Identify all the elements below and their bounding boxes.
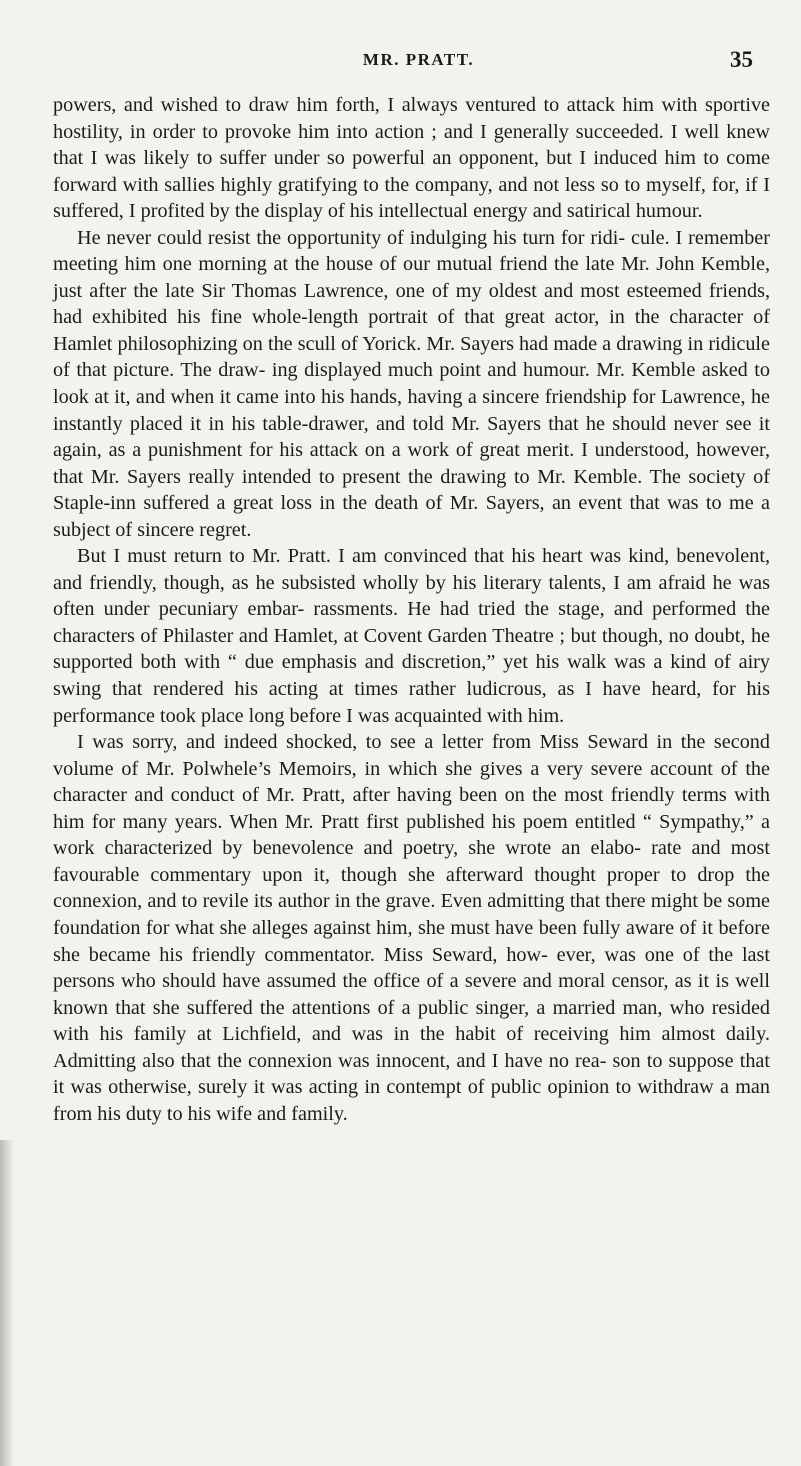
binding-shadow bbox=[0, 1140, 14, 1466]
running-head bbox=[0, 47, 801, 80]
paragraph-3: But I must return to Mr. Pratt. I am convinced that his heart was kind, benevolent, and friendly, though, as he subsisted wholly by his literary talents, I am afraid he was often under pecuniary embar- rassments. He had tried the stage, and performed the characters of Philaster and Hamlet, at Covent Garden Theatre ; but though, no doubt, he supported both with “ due emphasis and discretion,” yet his walk was a kind of airy swing that rendered his acting at times rather ludicrous, as I have heard, for his performance took place long before I was acquainted with him. bbox=[53, 545, 770, 727]
running-title: MR. PRATT. bbox=[362, 50, 475, 69]
page-number: 35 bbox=[730, 47, 753, 72]
paragraph-4: I was sorry, and indeed shocked, to see a letter from Miss Seward in the second volume of Mr. Polwhele’s Memoirs, in which she gives a very severe account of the character and conduct of Mr. Pratt, after having been on the most friendly terms with him for many years. When Mr. Pratt first published his poem entitled “ Sympathy,” a work characterized by benevolence and poetry, she wrote an elabo- rate and most favourable commentary upon it, though she afterward thought proper to drop the connexion, and to revile its author in the grave. Even admitting that there might be some foundation for what she alleges against him, she must have been fully aware of it before she became his friendly commentator. Miss Seward, how- ever, was one of the last persons who should have assumed the office of a severe and moral censor, as it is well known that she suffered the attentions of a public singer, a married man, who resided with his family at Lichfield, and was in the habit of receiving him almost daily. Admitting also that the connexion was innocent, and I have no rea- son to suppose that it was otherwise, surely it was acting in contempt of public opinion to withdraw a man from his duty to his wife and family. bbox=[53, 731, 770, 1125]
body-text bbox=[53, 92, 770, 1127]
paragraph-1: powers, and wished to draw him forth, I always ventured to attack him with sportive hostility, in order to provoke him into action ; and I generally succeeded. I well knew that I was likely to suffer under so powerful an opponent, but I induced him to come forward with sallies highly gratifying to the company, and not less so to myself, for, if I suffered, I profited by the display of his intellectual energy and satirical humour. bbox=[53, 94, 770, 223]
paragraph-2: He never could resist the opportunity of indulging his turn for ridi- cule. I remember meeting him one morning at the house of our mutual friend the late Mr. John Kemble, just after the late Sir Thomas Lawrence, one of my oldest and most esteemed friends, had exhibited his fine whole-length portrait of that great actor, in the character of Hamlet philosophizing on the scull of Yorick. Mr. Sayers had made a drawing in ridicule of that picture. The draw- ing displayed much point and humour. Mr. Kemble asked to look at it, and when it came into his hands, having a sincere friendship for Lawrence, he instantly placed it in his table-drawer, and told Mr. Sayers that he should never see it again, as a punishment for his attack on a work of great merit. I understood, however, that Mr. Sayers really intended to present the drawing to Mr. Kemble. The society of Staple-inn suffered a great loss in the death of Mr. Sayers, an event that was to me a subject of sincere regret. bbox=[53, 226, 770, 541]
